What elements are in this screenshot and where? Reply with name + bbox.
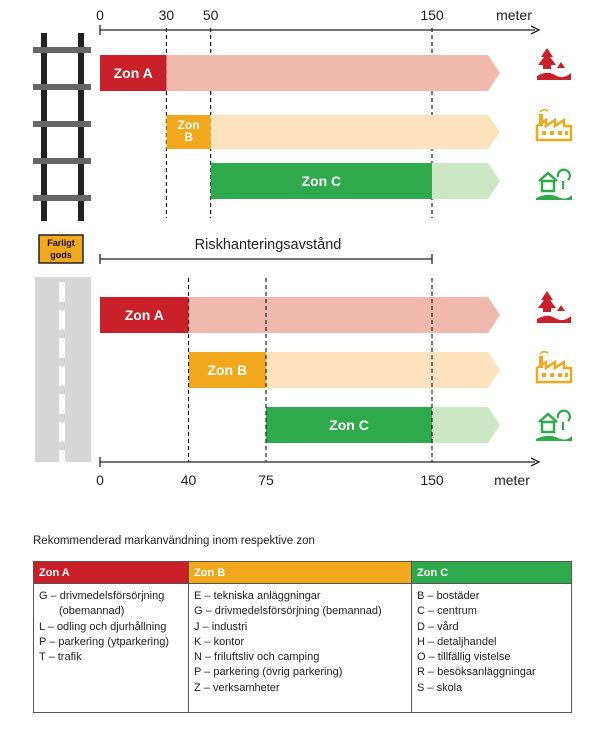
land-use-item: B – bostäder — [417, 590, 480, 602]
land-use-item: J – industri — [194, 620, 248, 633]
table-header-zon-c: Zon C — [412, 562, 572, 584]
land-use-item: R – besöksanläggningar — [417, 666, 536, 679]
road-tick-label: 0 — [96, 472, 104, 488]
road — [35, 277, 91, 462]
railway-track — [33, 33, 91, 221]
road-tick-label: 75 — [258, 472, 274, 488]
table-header-zon-b: Zon B — [189, 562, 412, 584]
table-cell-zon-a — [34, 584, 189, 713]
rail-zone-1-label: Zon — [177, 118, 200, 132]
rail-zone-1-arrow — [211, 115, 500, 149]
road-zone-2-label: Zon C — [329, 417, 369, 433]
land-use-table — [33, 561, 572, 713]
land-use-item: Z – verksamheter — [194, 681, 280, 694]
forest-icon — [537, 291, 571, 323]
industry-icon — [537, 352, 571, 382]
table-caption: Rekommenderad markanvändning inom respektive zon — [33, 535, 315, 547]
rail-zone-0-label: Zon A — [113, 65, 153, 81]
industry-icon — [537, 110, 571, 140]
land-use-item: E – tekniska anläggningar — [194, 590, 321, 602]
land-use-item: (obemannad) — [59, 605, 125, 618]
hazard-sign — [39, 235, 83, 263]
residential-icon — [536, 170, 572, 200]
rail-tick-label: 0 — [96, 7, 104, 23]
road-zone-2-arrow — [432, 407, 500, 443]
land-use-item: G – drivmedelsförsörjning (bemannad) — [194, 605, 382, 618]
rail-zone-2-label: Zon C — [301, 173, 342, 189]
land-use-item: G – drivmedelsförsörjning — [39, 590, 165, 602]
risk-distance-label: Riskhanteringsavstånd — [194, 237, 342, 253]
road-zone-1-arrow — [266, 352, 500, 388]
land-use-item: N – friluftsliv och camping — [194, 651, 320, 664]
table-cell-zon-b — [189, 584, 412, 713]
land-use-item: D – vård — [417, 620, 459, 633]
hazard-sign-line2: gods — [50, 250, 72, 260]
road-tick-label: 150 — [420, 472, 444, 488]
rail-zone-2-arrow — [432, 163, 500, 199]
land-use-item: T – trafik — [39, 651, 82, 664]
rail-zone-1-label: B — [184, 130, 193, 144]
land-use-item: L – odling och djurhållning — [39, 620, 167, 633]
hazard-sign-line1: Farligt — [47, 238, 75, 248]
risk-distance — [100, 237, 432, 264]
land-use-item: P – parkering (övrig parkering) — [194, 666, 343, 679]
road-zone-0-label: Zon A — [124, 307, 164, 323]
road-axis-unit: meter — [494, 472, 530, 488]
residential-icon — [536, 411, 572, 441]
road-zone-0-arrow — [189, 297, 500, 333]
rail-tick-label: 150 — [420, 7, 444, 23]
rail-zone-0-arrow — [166, 55, 500, 91]
road-zone-1-label: Zon B — [207, 362, 248, 378]
land-use-item: S – skola — [417, 681, 463, 694]
road-tick-label: 40 — [180, 472, 197, 488]
table-header-zon-a: Zon A — [34, 562, 189, 584]
rail-tick-label: 30 — [158, 7, 175, 23]
land-use-item: H – detaljhandel — [417, 635, 497, 648]
rail-tick-label: 50 — [202, 7, 219, 23]
rail-axis-unit: meter — [496, 7, 532, 23]
land-use-item: K – kontor — [194, 635, 245, 648]
land-use-item: O – tillfällig vistelse — [417, 651, 511, 664]
table-cell-zon-c — [412, 584, 572, 713]
land-use-item: C – centrum — [417, 605, 477, 618]
land-use-item: P – parkering (ytparkering) — [39, 635, 170, 648]
forest-icon — [537, 48, 571, 80]
